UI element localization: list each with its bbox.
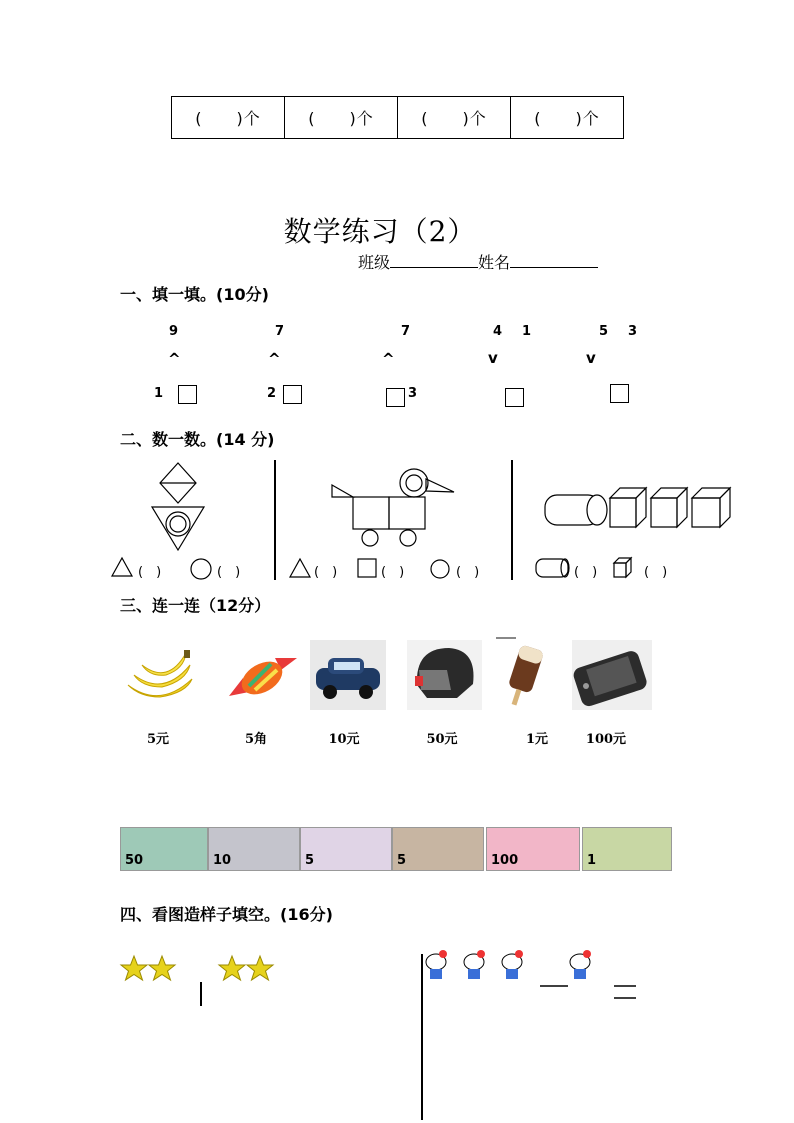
price-label: 5元 [146,732,170,747]
kitty-icon [502,950,523,979]
number-top: 9 [169,324,179,339]
triangle-icon [290,559,310,577]
number-right: 3 [408,386,418,401]
kitty-group [418,948,658,1123]
answer-cell[interactable]: ( )个 [172,97,285,138]
number-top: 5 [599,324,609,339]
banana-image[interactable] [120,645,200,710]
count-blank[interactable]: ( ) [314,565,338,580]
section-2-heading: 二、数一数。(14 分) [120,430,275,449]
student-info [358,250,598,273]
answer-cell[interactable]: ( )个 [398,97,511,138]
price-label: 100元 [585,732,627,747]
price-label: 10元 [328,732,360,747]
toy-car-image[interactable] [310,640,386,710]
kitty-icon [464,950,485,979]
cube-icon [614,563,626,577]
star-icon [149,956,175,980]
number-top: 1 [522,324,532,339]
candy-image[interactable] [225,648,300,708]
figure-diamond-triangle [152,463,204,550]
count-blank[interactable]: ( ) [138,565,162,580]
circle-icon [191,559,211,579]
cylinder-icon [536,559,568,577]
count-blank[interactable]: ( ) [217,565,241,580]
triangle-icon [112,558,132,576]
figure-cylinder-cubes [545,488,730,527]
kitty-icon [426,950,447,979]
price-label: 5角 [244,732,268,747]
class-label: 班级 [358,253,391,272]
square-icon [358,559,376,577]
section-4-heading: 四、看图造样子填空。(16分) [120,905,333,924]
number-top: 7 [275,324,285,339]
banknote-5[interactable]: 5 [300,827,392,871]
banknote-1[interactable]: 1 [582,827,672,871]
answer-table [171,96,624,139]
count-blank[interactable]: ( ) [644,565,668,580]
number-top: 7 [401,324,411,339]
banknote-5-old[interactable]: 5 [392,827,484,871]
triangle-shape [152,507,204,550]
operator-sign: v [488,349,498,367]
name-field[interactable] [510,252,598,268]
operator-sign: ^ [268,350,281,368]
count-blank[interactable]: ( ) [574,565,598,580]
count-blank[interactable]: ( ) [456,565,480,580]
answer-box[interactable] [283,385,302,404]
mobile-phone-image[interactable] [572,640,652,710]
answer-box[interactable] [610,384,629,403]
name-label: 姓名 [478,253,511,272]
answer-cell[interactable]: ( )个 [285,97,398,138]
answer-box[interactable] [505,388,524,407]
banknote-100[interactable]: 100 [486,827,580,871]
count-blank[interactable]: ( ) [381,565,405,580]
banknote-10[interactable]: 10 [208,827,300,871]
number-left: 1 [154,386,164,401]
page-title: 数学练习（2） [283,215,477,248]
operator-sign: ^ [168,350,181,368]
star-group [118,950,288,1010]
answer-box[interactable] [386,388,405,407]
operator-sign: ^ [382,350,395,368]
banknote-50[interactable]: 50 [120,827,208,871]
star-icon [121,956,147,980]
operator-sign: v [586,349,596,367]
price-label: 50元 [426,732,458,747]
ice-cream-image[interactable] [496,637,554,709]
helmet-image[interactable] [407,640,482,710]
figure-bird-cart [332,469,454,546]
number-left: 2 [267,386,277,401]
kitty-icon [570,950,591,979]
star-icon [247,956,273,980]
answer-cell[interactable]: ( )个 [534,109,600,128]
price-label: 1元 [525,732,549,747]
number-top: 4 [493,324,503,339]
section-1-heading: 一、填一填。(10分) [120,285,269,304]
star-icon [219,956,245,980]
section-3-heading: 三、连一连（12分） [120,596,271,615]
answer-box[interactable] [178,385,197,404]
class-field[interactable] [390,252,478,268]
circle-icon [431,560,449,578]
number-top: 3 [628,324,638,339]
